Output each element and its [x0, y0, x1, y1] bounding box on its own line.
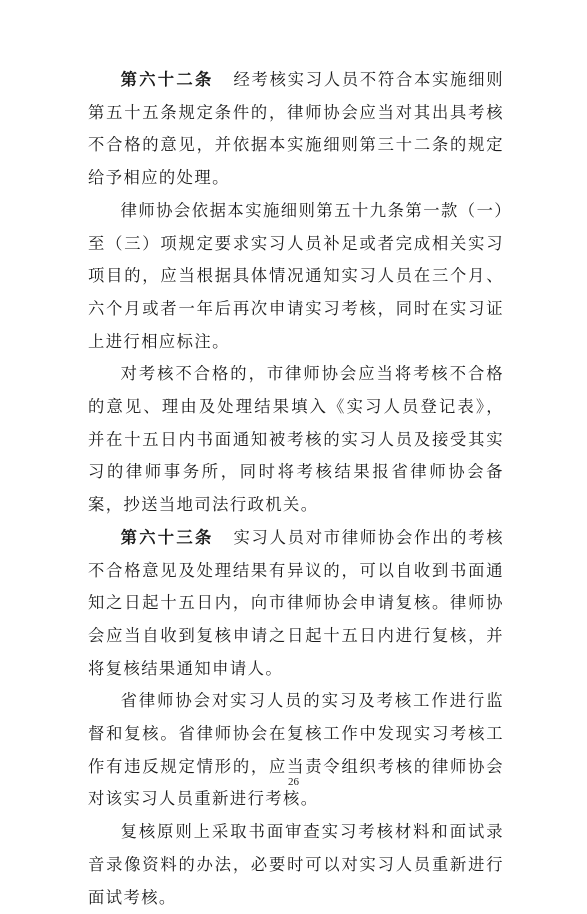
paragraph-text: 复核原则上采取书面审查实习考核材料和面试录音录像资料的办法，必要时可以对实习人员重新进行面试考核。	[88, 822, 504, 907]
paragraph-text: 对考核不合格的，市律师协会应当将考核不合格的意见、理由及处理结果填入《实习人员登记表》，并在十五日内书面通知被考核的实习人员及接受其实习的律师事务所，同时将考核结果报省律师协会备案，抄送当地司法行政机关。	[88, 364, 504, 515]
paragraph	[88, 816, 504, 914]
article-heading: 第六十三条	[120, 527, 214, 547]
paragraph-text: 省律师协会对实习人员的实习及考核工作进行监督和复核。省律师协会在复核工作中发现实习考核工作有违反规定情形的，应当责令组织考核的律师协会对该实习人员重新进行考核。	[88, 691, 504, 809]
paragraph-article-63	[88, 522, 504, 686]
paragraph-text: 实习人员对市律师协会作出的考核不合格意见及处理结果有异议的，可以自收到书面通知之日起十五日内，向市律师协会申请复核。律师协会应当自收到复核申请之日起十五日内进行复核，并将复核结果通知申请人。	[88, 527, 504, 678]
paragraph-article-62	[88, 64, 504, 195]
paragraph-text: 经考核实习人员不符合本实施细则第五十五条规定条件的，律师协会应当对其出具考核不合格的意见，并依据本实施细则第三十二条的规定给予相应的处理。	[88, 70, 504, 188]
paragraph	[88, 195, 504, 359]
paragraph	[88, 685, 504, 816]
page-number: 26	[288, 776, 299, 788]
article-heading: 第六十二条	[120, 70, 214, 89]
paragraph	[88, 358, 504, 522]
paragraph-text: 律师协会依据本实施细则第五十九条第一款（一）至（三）项规定要求实习人员补足或者完成相关实习项目的，应当根据具体情况通知实习人员在三个月、六个月或者一年后再次申请实习考核，同时在实习证上进行相应标注。	[88, 200, 504, 351]
